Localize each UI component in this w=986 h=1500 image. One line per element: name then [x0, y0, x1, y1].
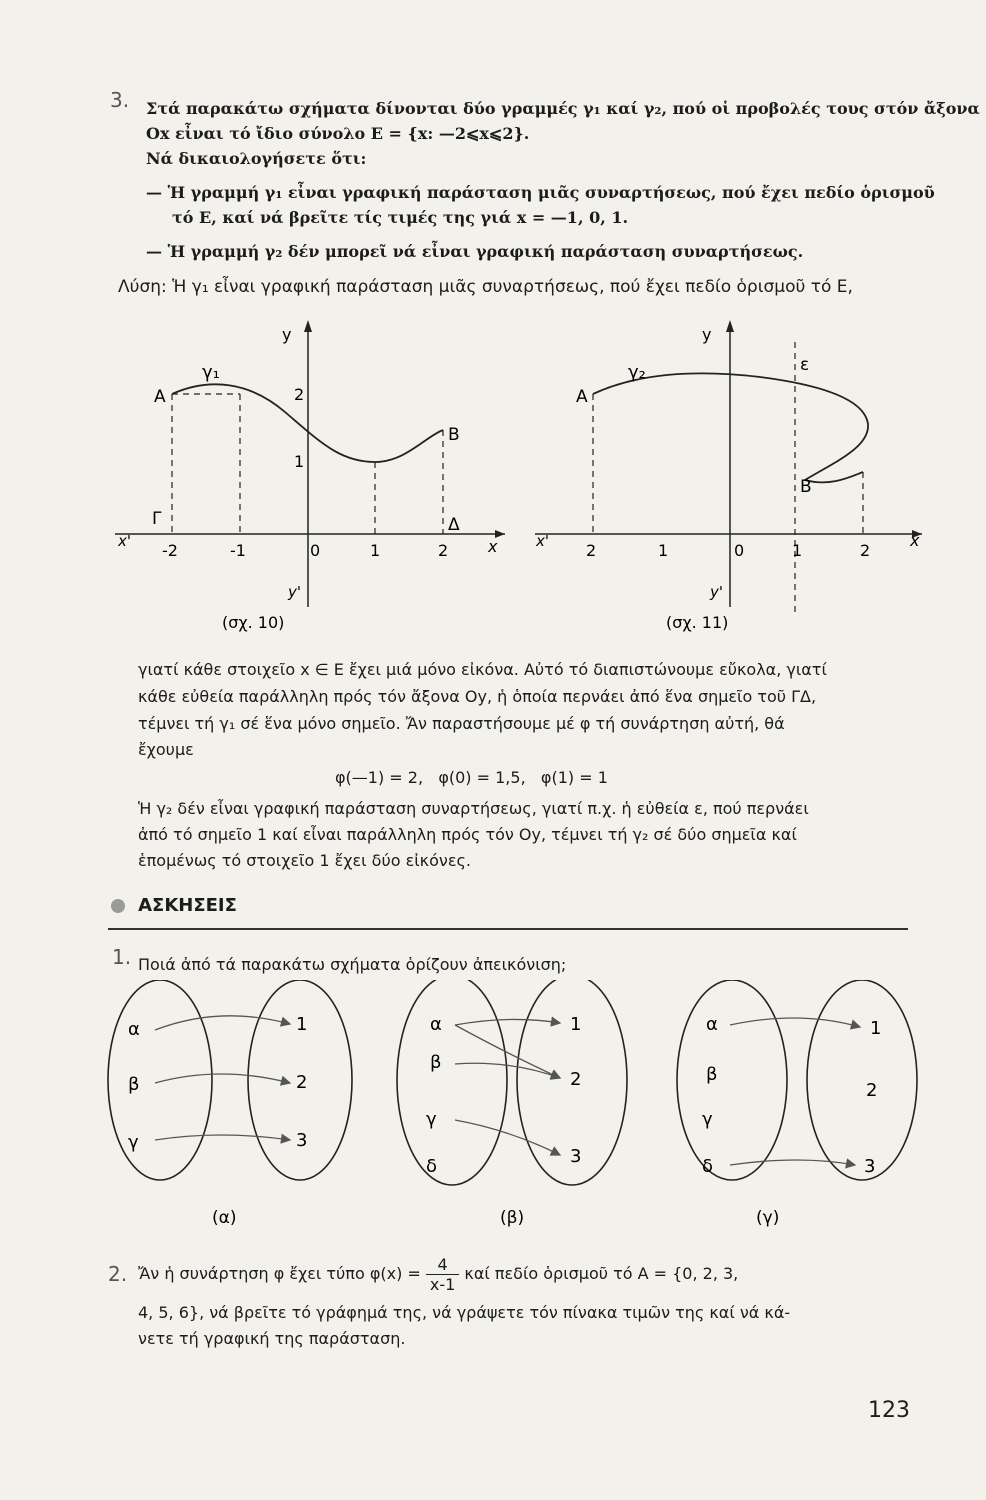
exercise-2-line1	[138, 1255, 738, 1294]
exercise-1-number: 1.	[112, 945, 132, 969]
fig11-point-B: B	[800, 477, 812, 497]
fig10-point-B: B	[448, 425, 460, 445]
fig10-y-tick-2: 2	[294, 385, 305, 404]
problem-text-line2: Ox εἶναι τό ἴδιο σύνολο E = {x: —2⩽x⩽2}.	[146, 124, 530, 143]
fig10-x-neg-label: x'	[118, 532, 132, 550]
fig11-y-neg-label: y'	[710, 583, 724, 601]
a-two: 2	[296, 1072, 308, 1093]
page-number: 123	[868, 1398, 910, 1423]
figure-10	[110, 312, 510, 652]
bullet-1-line1: — Ἡ γραμμή γ₁ εἶναι γραφική παράσταση μιᾶς συναρτήσεως, πού ἔχει πεδίο ὁρισμοῦ	[146, 183, 935, 202]
problem-number: 3.	[110, 88, 130, 112]
fig10-x-label: x	[488, 537, 498, 556]
solution-text: Ἡ γ₁ εἶναι γραφική παράσταση μιᾶς συναρτήσεως, πού ἔχει πεδίο ὁρισμοῦ τό E,	[172, 277, 853, 297]
bullet-1-line2: τό E, καί νά βρεῖτε τίς τιμές της γιά x = —1, 0, 1.	[172, 208, 629, 227]
solution-p7: ἑπομένως τό στοιχεῖο 1 ἔχει δύο εἰκόνες.	[138, 851, 471, 870]
c-delta: δ	[702, 1156, 714, 1177]
bullet-2: — Ἡ γραμμή γ₂ δέν μπορεῖ νά εἶναι γραφική παράσταση συναρτήσεως.	[146, 242, 804, 261]
ex2-formula-prefix: Ἄν ἡ συνάρτηση φ ἔχει τύπο φ(x) =	[138, 1264, 421, 1283]
a-alpha: α	[128, 1019, 140, 1040]
fig10-curve-label: γ₁	[202, 362, 220, 383]
b-alpha: α	[430, 1014, 442, 1035]
fig10-y-label: y	[282, 325, 292, 344]
fig10-x-tick-0: 0	[310, 541, 321, 560]
problem-text-line3: Νά δικαιολογήσετε ὅτι:	[146, 149, 367, 168]
fig11-y-label: y	[702, 325, 712, 344]
exercise-1-text: Ποιά ἀπό τά παρακάτω σχήματα ὁρίζουν ἀπεικόνιση;	[138, 955, 567, 974]
ex2-fraction-denominator: x-1	[429, 1275, 456, 1294]
c-one: 1	[870, 1018, 882, 1039]
c-three: 3	[864, 1156, 876, 1177]
fig11-point-A: A	[576, 387, 588, 407]
a-one: 1	[296, 1014, 308, 1035]
fig11-x-tick-0: 0	[734, 541, 745, 560]
fig10-point-Gamma: Γ	[152, 509, 162, 529]
solution-p5: Ἡ γ₂ δέν εἶναι γραφική παράσταση συναρτήσεως, γιατί π.χ. ἡ εὐθεία ε, πού περνάει	[138, 799, 809, 818]
b-two: 2	[570, 1069, 582, 1090]
fig11-x-tick-b: 1	[658, 541, 669, 560]
c-two: 2	[866, 1080, 878, 1101]
exercises-heading	[111, 895, 237, 916]
function-values: φ(—1) = 2, φ(0) = 1,5, φ(1) = 1	[335, 768, 608, 787]
exercise-2-line3: νετε τή γραφική της παράσταση.	[138, 1329, 406, 1348]
a-beta: β	[128, 1074, 140, 1095]
diagram-gamma	[677, 980, 917, 1228]
fig10-y-neg-label: y'	[288, 583, 302, 601]
diagram-alpha	[108, 980, 352, 1228]
solution-p6: ἀπό τό σημεῖο 1 καί εἶναι παράλληλη πρός τόν Oy, τέμνει τή γ₂ σέ δύο σημεῖα καί	[138, 825, 797, 844]
a-three: 3	[296, 1130, 308, 1151]
figure-11	[530, 312, 930, 652]
fig10-point-A: A	[154, 387, 166, 407]
fig11-x-label: x	[910, 531, 920, 550]
fig10-point-Delta: Δ	[448, 515, 460, 535]
b-three: 3	[570, 1146, 582, 1167]
b-beta: β	[430, 1052, 442, 1073]
solution-p3: τέμνει τή γ₁ σέ ἕνα μόνο σημεῖο. Ἄν παραστήσουμε μέ φ τή συνάρτηση αὐτή, θά	[138, 714, 785, 733]
diagram-beta	[397, 980, 627, 1228]
fig10-x-tick-2: 2	[438, 541, 449, 560]
problem-text-line1: Στά παρακάτω σχήματα δίνονται δύο γραμμές γ₁ καί γ₂, πού οἱ προβολές τους στόν ἄξονα	[146, 99, 980, 118]
fig11-line-epsilon: ε	[800, 355, 810, 375]
ex2-fraction-numerator: 4	[426, 1255, 459, 1275]
exercises-title: ΑΣΚΗΣΕΙΣ	[138, 895, 237, 916]
solution-line1	[118, 277, 853, 297]
fig11-x-tick-2: 2	[860, 541, 871, 560]
exercises-rule	[108, 928, 908, 930]
c-alpha: α	[706, 1014, 718, 1035]
bullet-dot-icon	[111, 899, 125, 913]
ex2-domain: καί πεδίο ὁρισμοῦ τό A = {0, 2, 3,	[464, 1264, 739, 1283]
caption-gamma: (γ)	[756, 1208, 780, 1228]
fig10-x-tick-m1: -1	[230, 541, 246, 560]
c-gamma: γ	[702, 1109, 713, 1130]
caption-beta: (β)	[500, 1208, 525, 1228]
a-gamma: γ	[128, 1132, 139, 1153]
b-one: 1	[570, 1014, 582, 1035]
fig11-caption: (σχ. 11)	[666, 613, 729, 632]
b-gamma: γ	[426, 1109, 437, 1130]
fig11-curve-label: γ₂	[628, 362, 646, 383]
exercise-2-number: 2.	[108, 1262, 128, 1286]
fig11-x-tick-a: 2	[586, 541, 597, 560]
fig10-x-tick-m2: -2	[162, 541, 178, 560]
fig11-x-tick-1: 1	[792, 541, 803, 560]
mapping-diagrams	[100, 980, 920, 1235]
exercise-2-line2: 4, 5, 6}, νά βρεῖτε τό γράφημά της, νά γράψετε τόν πίνακα τιμῶν της καί νά κά-	[138, 1303, 791, 1322]
solution-p2: κάθε εὐθεία παράλληλη πρός τόν ἄξονα Oy, ἡ ὁποία περνάει ἀπό ἕνα σημεῖο τοῦ ΓΔ,	[138, 687, 817, 706]
solution-p4: ἔχουμε	[138, 740, 194, 759]
b-delta: δ	[426, 1156, 438, 1177]
fig10-y-tick-1: 1	[294, 452, 305, 471]
caption-alpha: (α)	[212, 1208, 237, 1228]
ex2-fraction	[426, 1255, 459, 1294]
solution-p1: γιατί κάθε στοιχεῖο x ∈ E ἔχει μιά μόνο εἰκόνα. Αὐτό τό διαπιστώνουμε εὔκολα, γιατί	[138, 660, 827, 679]
solution-label: Λύση:	[118, 277, 167, 297]
fig10-caption: (σχ. 10)	[222, 613, 285, 632]
fig11-x-neg-label: x'	[536, 532, 550, 550]
c-beta: β	[706, 1064, 718, 1085]
fig10-x-tick-1: 1	[370, 541, 381, 560]
